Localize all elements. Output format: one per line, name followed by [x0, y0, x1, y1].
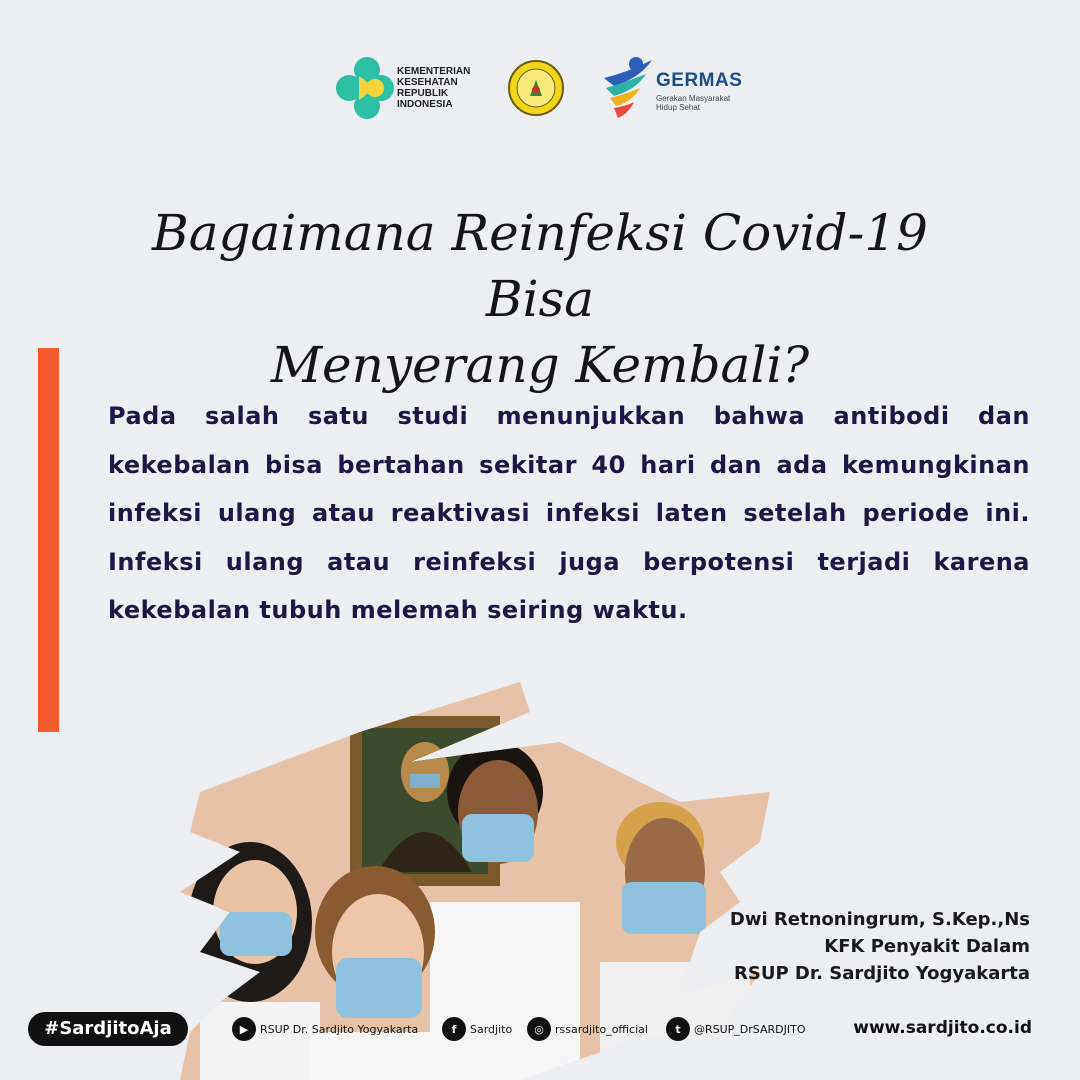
- author-role: KFK Penyakit Dalam: [824, 936, 1030, 957]
- youtube-icon: ▶: [232, 1017, 256, 1041]
- facebook-label: Sardjito: [470, 1022, 513, 1036]
- germas-emblem-icon: [600, 52, 656, 122]
- kemenkes-emblem-icon: [335, 56, 395, 120]
- facebook-icon: f: [442, 1017, 466, 1041]
- youtube-link[interactable]: [232, 1017, 418, 1041]
- title-line-1: Bagaimana Reinfeksi Covid-19 Bisa: [152, 204, 928, 328]
- kemenkes-logo: [335, 56, 485, 120]
- page-title: [90, 200, 990, 398]
- title-line-2: Menyerang Kembali?: [270, 336, 810, 394]
- author-name: Dwi Retnoningrum, S.Kep.,Ns: [729, 909, 1030, 930]
- kemenkes-text: KEMENTERIAN KESEHATAN REPUBLIK INDONESIA: [397, 66, 471, 110]
- facebook-link[interactable]: [442, 1017, 512, 1041]
- instagram-label: rssardjito_official: [555, 1022, 648, 1036]
- instagram-link[interactable]: [527, 1017, 648, 1041]
- author-block: [730, 906, 1030, 987]
- footer-bar: [0, 1010, 1080, 1050]
- hashtag-badge[interactable]: #SardjitoAja: [28, 1012, 188, 1046]
- author-institution: RSUP Dr. Sardjito Yogyakarta: [734, 963, 1030, 984]
- twitter-icon: t: [666, 1017, 690, 1041]
- twitter-link[interactable]: [666, 1017, 806, 1041]
- accent-bar: [38, 348, 59, 732]
- germas-logo: [600, 52, 760, 122]
- instagram-icon: ◎: [527, 1017, 551, 1041]
- hospital-seal-icon: [508, 60, 564, 116]
- body-paragraph: Pada salah satu studi menunjukkan bahwa antibodi dan kekebalan bisa bertahan sekitar 40 hari dan ada kemungkinan infeksi ulang atau reaktivasi infeksi laten setelah periode ini. Infeksi ulang atau reinfeksi juga berpotensi terjadi karena kekebalan tubuh melemah seiring waktu.: [108, 402, 1030, 624]
- youtube-label: RSUP Dr. Sardjito Yogyakarta: [260, 1022, 419, 1036]
- germas-tagline: Gerakan Masyarakat Hidup Sehat: [656, 94, 731, 112]
- twitter-label: @RSUP_DrSARDJITO: [694, 1022, 806, 1036]
- website-link[interactable]: www.sardjito.co.id: [853, 1018, 1032, 1038]
- partner-logos: [0, 52, 1080, 122]
- germas-name: GERMAS: [656, 70, 743, 91]
